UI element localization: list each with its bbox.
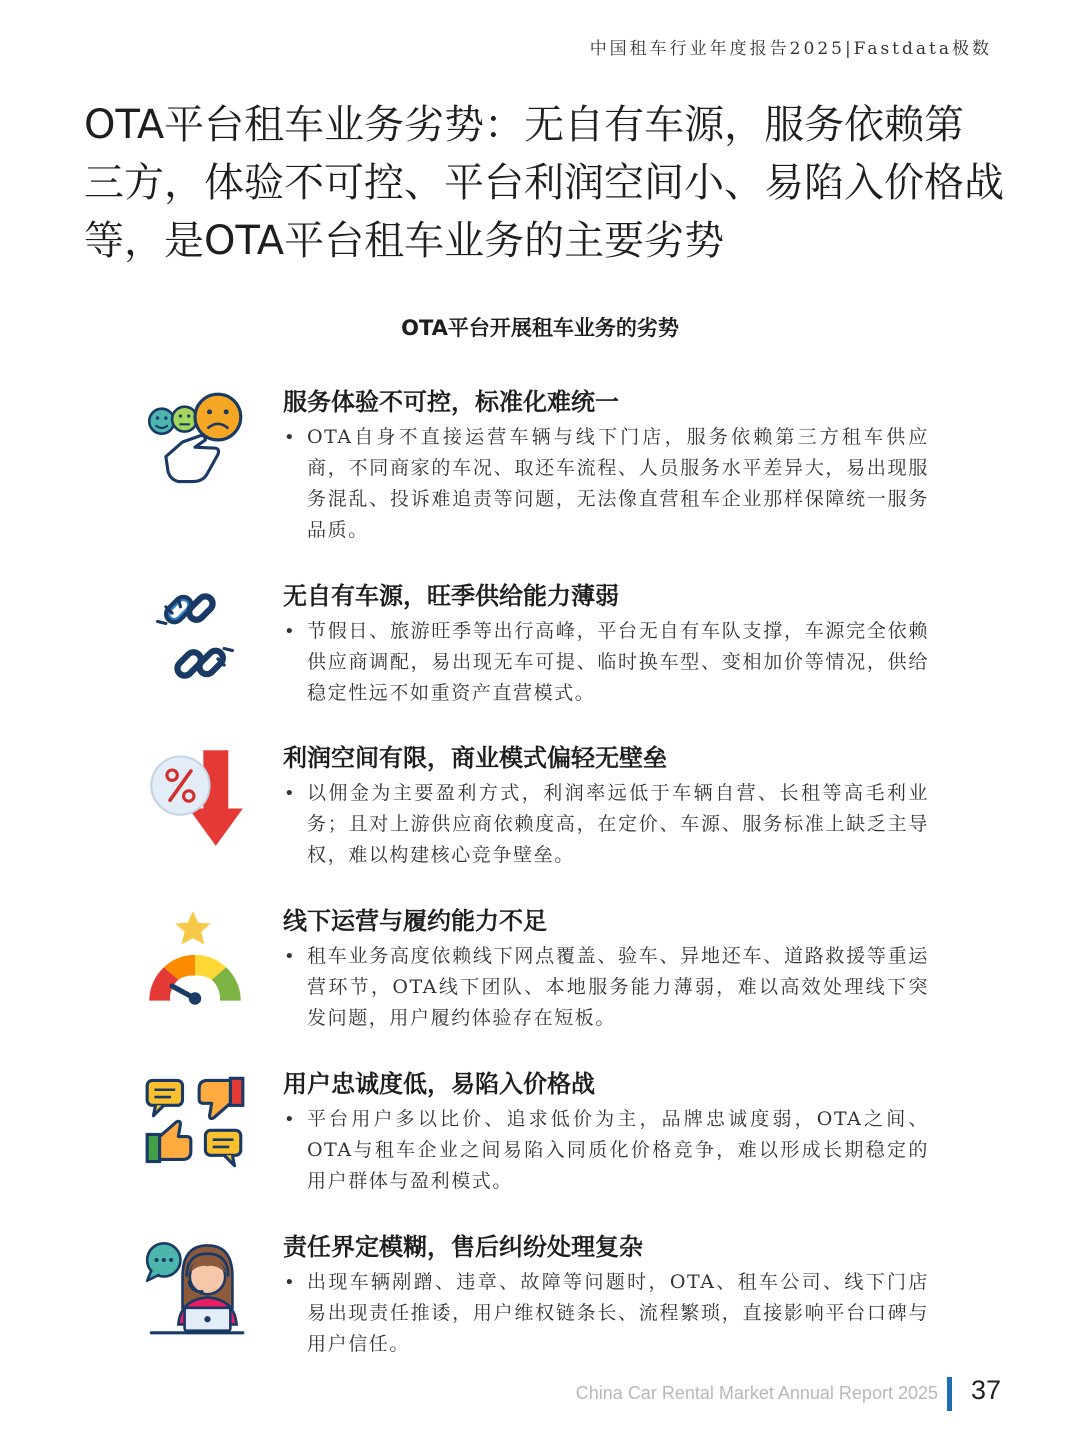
item-description: 出现车辆剐蹭、违章、故障等问题时，OTA、租车公司、线下门店易出现责任推诿，用户维权链条长、流程繁琐，直接影响平台口碑与用户信任。: [307, 1271, 929, 1355]
bullet-dot: •: [284, 1109, 295, 1130]
item-heading: 无自有车源，旺季供给能力薄弱: [283, 582, 619, 610]
item-heading: 服务体验不可控，标准化难统一: [283, 388, 619, 416]
page-number: 37: [971, 1375, 1002, 1405]
customer-service-icon: [143, 1235, 247, 1339]
footer-divider: [947, 1377, 952, 1411]
bullet-dot: •: [284, 783, 295, 804]
item-description: 租车业务高度依赖线下网点覆盖、验车、异地还车、道路救援等重运营环节，OTA线下团队、本地服务能力薄弱，难以高效处理线下突发问题，用户履约体验存在短板。: [307, 945, 929, 1029]
item-heading: 责任界定模糊，售后纠纷处理复杂: [283, 1233, 643, 1261]
broken-chain-icon: [143, 584, 247, 688]
percent-down-icon: [143, 744, 247, 848]
bullet-dot: •: [284, 946, 295, 967]
bullet-dot: •: [284, 427, 295, 448]
item-heading: 利润空间有限，商业模式偏轻无壁垒: [283, 744, 667, 772]
item-heading: 用户忠诚度低，易陷入价格战: [283, 1070, 595, 1098]
thumbs-feedback-icon: [143, 1070, 247, 1174]
item-description: OTA自身不直接运营车辆与线下门店，服务依赖第三方租车供应商，不同商家的车况、取还车流程、人员服务水平差异大，易出现服务混乱、投诉难追责等问题，无法像直营租车企业那样保障统一服务品质。: [307, 426, 929, 541]
item-description: 以佣金为主要盈利方式，利润率远低于车辆自营、长租等高毛利业务；且对上游供应商依赖度高，在定价、车源、服务标准上缺乏主导权，难以构建核心竞争壁垒。: [307, 782, 929, 866]
bullet-dot: •: [284, 1272, 295, 1293]
bullet-dot: •: [284, 621, 295, 642]
item-heading: 线下运营与履约能力不足: [283, 907, 547, 935]
emotion-feedback-icon: [143, 390, 247, 494]
footer-report-name: China Car Rental Market Annual Report 2025: [575, 1383, 938, 1403]
item-description: 平台用户多以比价、追求低价为主，品牌忠诚度弱，OTA之间、OTA与租车企业之间易陷入同质化价格竞争，难以形成长期稳定的用户群体与盈利模式。: [307, 1108, 929, 1192]
report-header: 中国租车行业年度报告2025|Fastdata极数: [589, 39, 992, 59]
item-description: 节假日、旅游旺季等出行高峰，平台无自有车队支撑，车源完全依赖供应商调配，易出现无车可提、临时换车型、变相加价等情况，供给稳定性远不如重资产直营模式。: [307, 620, 929, 704]
page-title: OTA平台租车业务劣势：无自有车源，服务依赖第三方，体验不可控、平台利润空间小、易陷入价格战等，是OTA平台租车业务的主要劣势: [84, 102, 1004, 264]
rating-gauge-icon: [143, 907, 247, 1011]
section-title: OTA平台开展租车业务的劣势: [401, 316, 679, 340]
